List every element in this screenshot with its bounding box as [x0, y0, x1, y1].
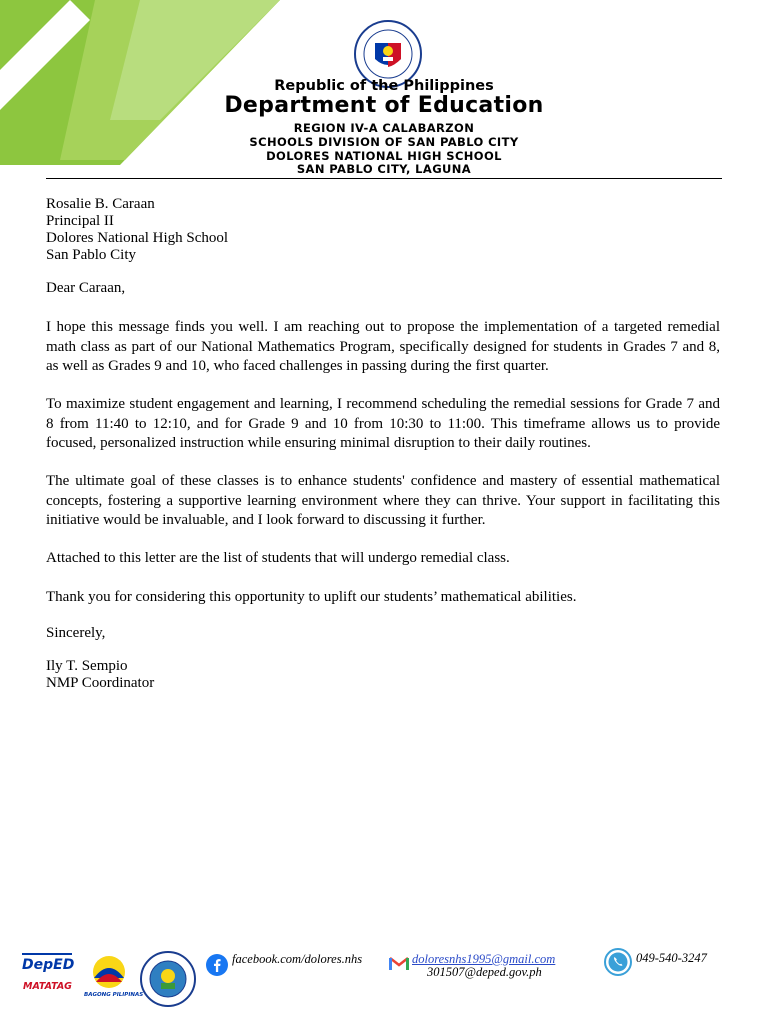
body-paragraph: The ultimate goal of these classes is to enhance students' confidence and mastery of essential mathematical concepts, fostering a supportive learning environment where they can thrive. Your support in facilitating this initiative would be invaluable, and I look forward to discussing it further. — [46, 473, 720, 528]
phone-icon[interactable] — [604, 948, 632, 976]
signer-name: Ily T. Sempio — [46, 658, 128, 674]
header-divider — [46, 178, 722, 179]
facebook-link[interactable]: facebook.com/dolores.nhs — [232, 952, 363, 966]
bagong-pilipinas-text: BAGONG PILIPINAS — [84, 992, 144, 998]
signer-title: NMP Coordinator — [46, 675, 155, 691]
gmail-icon[interactable] — [389, 955, 409, 971]
addressee-name: Rosalie B. Caraan — [46, 196, 155, 212]
matatag-logo-text: MATATAG — [23, 981, 72, 992]
dolores-nhs-seal — [139, 950, 197, 1008]
school-line: DOLORES NATIONAL HIGH SCHOOL — [266, 149, 502, 163]
facebook-icon[interactable] — [206, 954, 228, 976]
addressee-school: Dolores National High School — [46, 230, 229, 246]
salutation: Dear Caraan, — [46, 280, 126, 296]
addressee-position: Principal II — [46, 213, 114, 229]
deped-logo-text: DepED — [22, 957, 75, 973]
bagong-pilipinas-emblem-icon — [84, 952, 134, 992]
deped-matatag-logo — [22, 957, 74, 1001]
email-link[interactable]: doloresnhs1995@gmail.com — [412, 952, 556, 966]
closing: Sincerely, — [46, 625, 106, 641]
phone-number[interactable]: 049-540-3247 — [636, 951, 707, 965]
republic-title: Republic of the Philippines — [274, 78, 494, 94]
body-paragraph: Thank you for considering this opportunity to uplift our students’ mathematical abilities. — [46, 589, 577, 605]
footer-accent-line — [22, 953, 72, 955]
department-title: Department of Education — [224, 93, 544, 118]
signer-block — [46, 658, 720, 692]
body-paragraph: To maximize student engagement and learning, I recommend scheduling the remedial sessions for Grade 7 and 8 from 11:40 to 12:10, and for Grade 9 and 10 from 10:30 to 11:00. This timeframe allows us to provide focused, personalized instruction while ensuring minimal disruption to their daily routines. — [46, 396, 720, 451]
addressee-city: San Pablo City — [46, 247, 137, 263]
division-line: SCHOOLS DIVISION OF SAN PABLO CITY — [249, 135, 519, 149]
region-line: REGION IV-A CALABARZON — [293, 121, 475, 135]
city-line: SAN PABLO CITY, LAGUNA — [296, 162, 472, 176]
deped-email[interactable]: 301507@deped.gov.ph — [427, 965, 542, 979]
school-seal-icon — [139, 950, 197, 1008]
bagong-pilipinas-logo — [84, 952, 144, 1002]
addressee-block — [46, 196, 720, 264]
body-paragraph: Attached to this letter are the list of students that will undergo remedial class. — [46, 550, 510, 566]
body-paragraph: I hope this message finds you well. I am reaching out to propose the implementation of a targeted remedial math class as part of our National Mathematics Program, specifically designed for students in Grades 7 and 8, as well as Grades 9 and 10, who faced challenges in passing during the first quarter. — [46, 319, 720, 374]
